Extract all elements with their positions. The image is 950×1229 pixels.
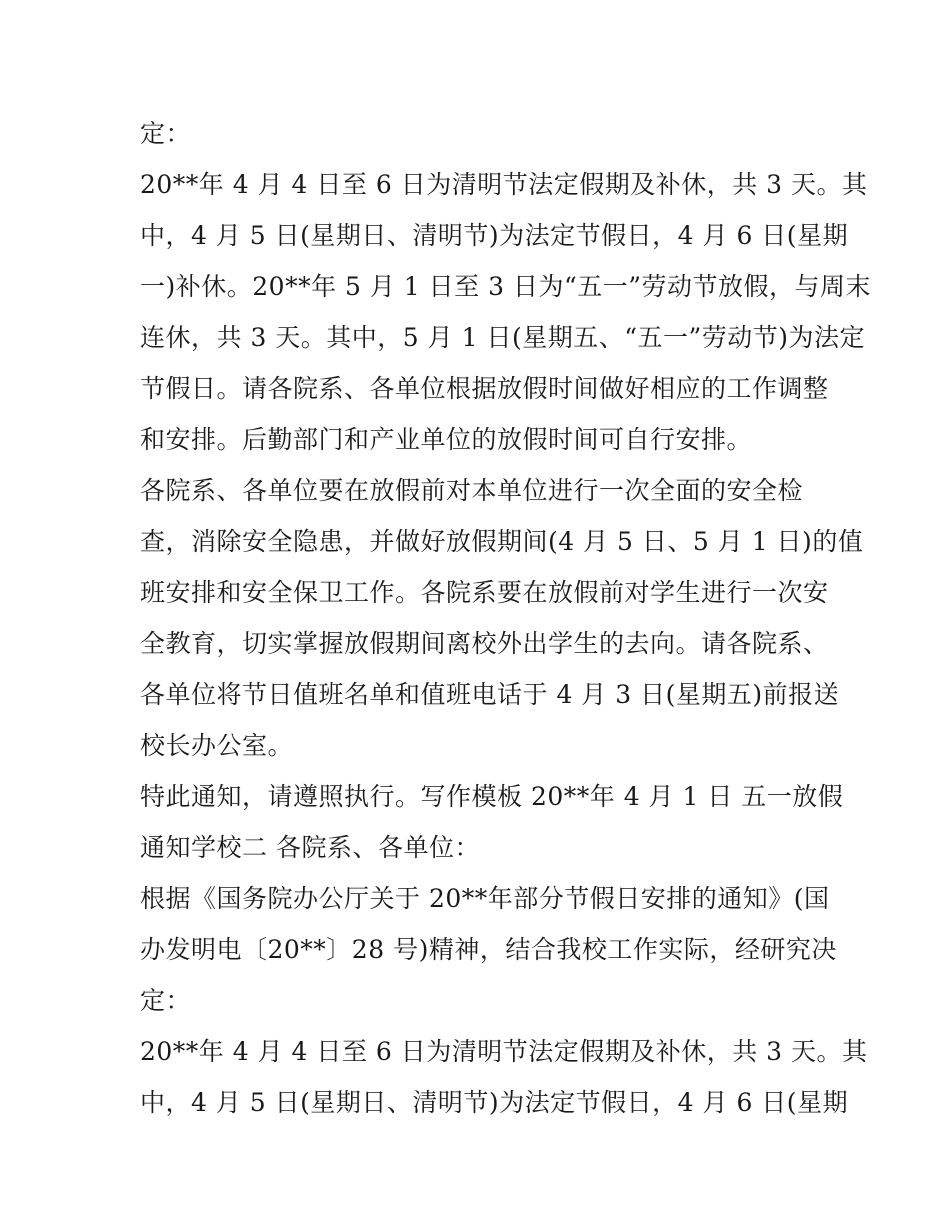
text-line: 各单位将节日值班名单和值班电话于 4 月 3 日(星期五)前报送 (140, 680, 840, 709)
text-line: 20**年 4 月 4 日至 6 日为清明节法定假期及补休，共 3 天。其 (140, 1037, 868, 1066)
text-line: 定： (140, 119, 192, 148)
text-line: 中，4 月 5 日(星期日、清明节)为法定节假日，4 月 6 日(星期 (140, 1088, 849, 1117)
text-line: 连休，共 3 天。其中，5 月 1 日(星期五、“五一”劳动节)为法定 (140, 323, 866, 352)
text-line: 20**年 4 月 4 日至 6 日为清明节法定假期及补休，共 3 天。其 (140, 170, 868, 199)
text-line: 各院系、各单位要在放假前对本单位进行一次全面的安全检 (140, 476, 804, 505)
text-line: 中，4 月 5 日(星期日、清明节)为法定节假日，4 月 6 日(星期 (140, 221, 849, 250)
text-line: 一)补休。20**年 5 月 1 日至 3 日为“五一”劳动节放假，与周末 (140, 272, 872, 301)
document-body (140, 108, 872, 1128)
text-line: 节假日。请各院系、各单位根据放假时间做好相应的工作调整 (140, 374, 829, 403)
text-line: 查，消除安全隐患，并做好放假期间(4 月 5 日、5 月 1 日)的值 (140, 527, 864, 556)
text-line: 班安排和安全保卫工作。各院系要在放假前对学生进行一次安 (140, 578, 829, 607)
text-line: 通知学校二 各院系、各单位： (140, 833, 480, 862)
text-line: 根据《国务院办公厅关于 20**年部分节假日安排的通知》(国 (140, 884, 830, 913)
text-line: 校长办公室。 (140, 731, 294, 760)
text-line: 和安排。后勤部门和产业单位的放假时间可自行安排。 (140, 425, 753, 454)
text-line: 办发明电〔20**〕28 号)精神，结合我校工作实际，经研究决 (140, 935, 837, 964)
text-line: 定： (140, 986, 192, 1015)
text-line: 特此通知，请遵照执行。写作模板 20**年 4 月 1 日 五一放假 (140, 782, 844, 811)
text-line: 全教育，切实掌握放假期间离校外出学生的去向。请各院系、 (140, 629, 829, 658)
